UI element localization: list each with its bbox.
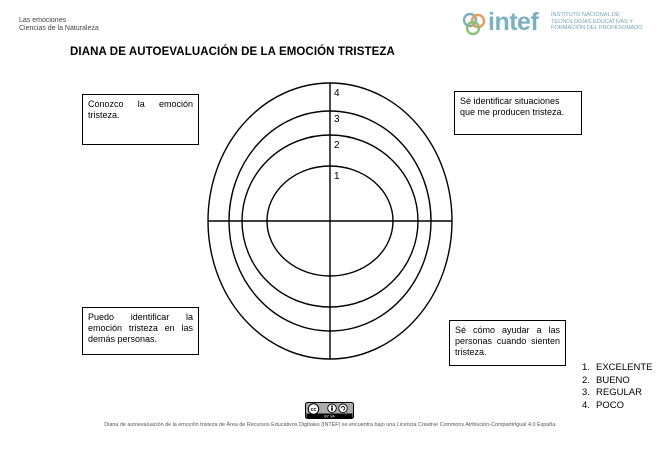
statement-box-help: Sé cómo ayudar a las personas cuando sienten tristeza. — [449, 320, 566, 366]
level-label-4: 4 — [334, 88, 340, 99]
legend-item: 4. POCO — [582, 399, 624, 411]
intef-wordmark: intef — [488, 8, 539, 36]
header-subject: Las emociones — [19, 17, 67, 24]
level-legend — [582, 362, 653, 412]
legend-item: 2. BUENO — [582, 374, 630, 386]
level-label-3: 3 — [334, 114, 340, 125]
level-label-2: 2 — [334, 140, 340, 151]
page-title: DIANA DE AUTOEVALUACIÓN DE LA EMOCIÓN TRISTEZA — [70, 46, 395, 58]
legend-item: 1. EXCELENTE — [582, 362, 653, 373]
statement-box-others: Puedo identificar la emoción tristeza en las demás personas. — [82, 307, 199, 355]
legend-item: 3. REGULAR — [582, 387, 642, 398]
svg-text:BY SA: BY SA — [324, 414, 335, 419]
statement-box-know: Conozco la emoción tristeza. — [82, 94, 199, 145]
svg-text:cc: cc — [310, 407, 317, 413]
license-footer: Diana de autoevaluación de la emoción tristeza de Área de Recursos Educativos Digitales (INTEF) se encuentra bajo una Licencia Creative Commons Atribución-CompartirIgual 4.0 España. — [104, 422, 557, 428]
statement-box-situations: Sé identificar situaciones que me producen tristeza. — [454, 91, 582, 135]
cc-by-sa-icon — [305, 402, 354, 419]
header-area: Ciencias de la Naturaleza — [19, 25, 99, 32]
intef-tagline: INSTITUTO NACIONAL DE TECNOLOGÍAS EDUCATIVAS Y FORMACIÓN DEL PROFESORADO — [551, 12, 643, 32]
level-label-1: 1 — [334, 171, 340, 182]
